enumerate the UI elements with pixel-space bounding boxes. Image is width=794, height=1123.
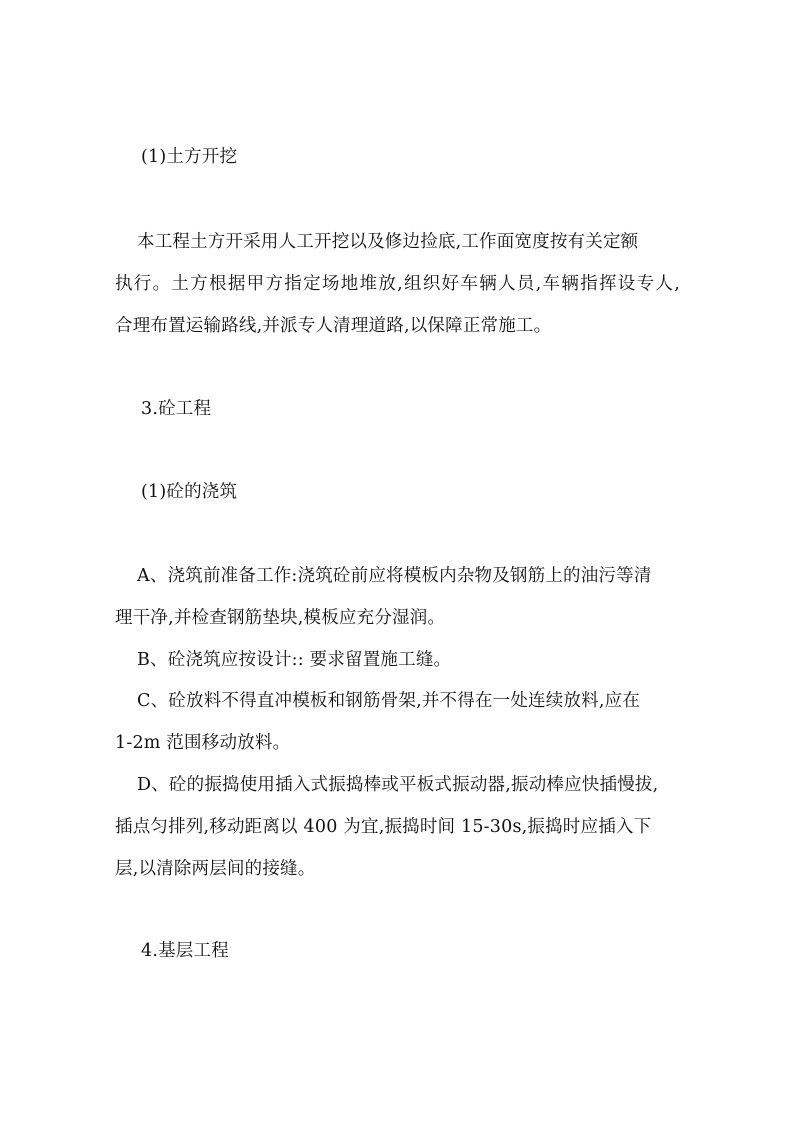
earthwork-para-line-1: 本工程土方开采用人工开挖以及修边捡底,工作面宽度按有关定额 <box>137 232 639 252</box>
earthwork-para-line-3: 合理布置运输路线,并派专人清理道路,以保障正常施工。 <box>115 316 552 336</box>
heading-base: 4.基层工程 <box>141 941 229 961</box>
item-d-line-1: D、砼的振捣使用插入式振捣棒或平板式振动器,振动棒应快插慢拔, <box>137 775 659 795</box>
heading-pouring: (1)砼的浇筑 <box>141 482 238 502</box>
item-a-line-2: 理干净,并检查钢筋垫块,模板应充分湿润。 <box>115 608 446 628</box>
heading-concrete: 3.砼工程 <box>141 399 212 419</box>
item-a-line-1: A、浇筑前准备工作:浇筑砼前应将模板内杂物及钢筋上的油污等清 <box>137 566 652 586</box>
earthwork-para-line-2: 执行。土方根据甲方指定场地堆放,组织好车辆人员,车辆指挥设专人, <box>115 274 680 294</box>
item-b-line-1: B、砼浇筑应按设计:: 要求留置施工缝。 <box>137 650 452 670</box>
item-d-line-2: 插点匀排列,移动距离以 400 为宜,振捣时间 15-30s,振捣时应插入下 <box>115 817 652 837</box>
item-d-line-3: 层,以清除两层间的接缝。 <box>115 859 316 879</box>
item-c-line-2: 1-2m 范围移动放料。 <box>115 733 291 753</box>
item-c-line-1: C、砼放料不得直冲模板和钢筋骨架,并不得在一处连续放料,应在 <box>137 691 641 711</box>
heading-earthwork: (1)土方开挖 <box>141 147 238 167</box>
